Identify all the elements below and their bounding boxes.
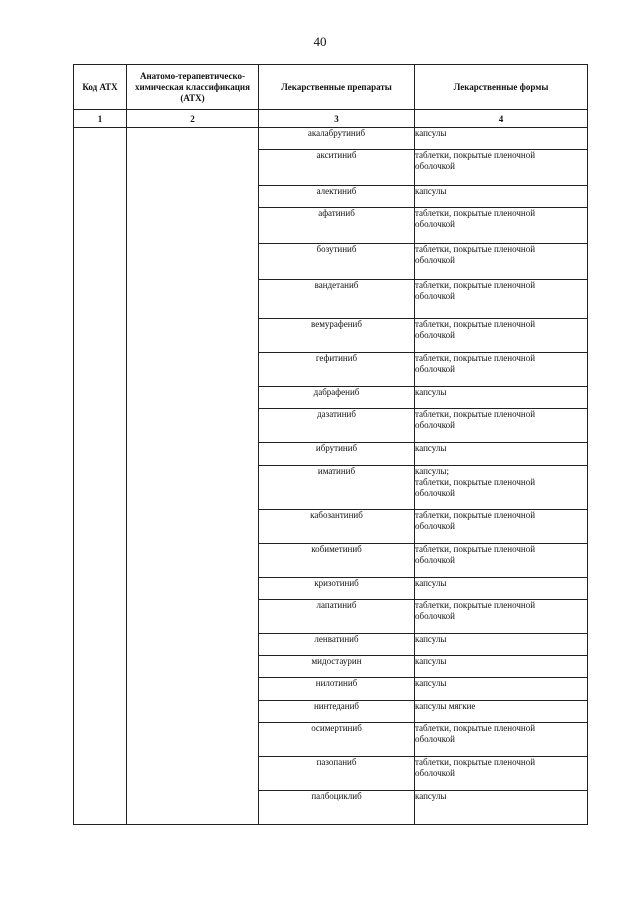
dosage-form: таблетки, покрытые пленочной оболочкой [415,757,588,791]
drug-name: акситиниб [259,150,415,186]
dosage-form: таблетки, покрытые пленочной оболочкой [415,510,588,544]
drug-name: ибрутиниб [259,443,415,466]
drug-table [73,64,588,825]
table-body [74,128,588,825]
atc-code-cell [74,128,127,825]
dosage-form: таблетки, покрытые пленочной оболочкой [415,723,588,757]
drug-name: кризотиниб [259,578,415,600]
dosage-form: капсулы [415,186,588,208]
dosage-form: капсулы [415,128,588,150]
dosage-form: капсулы [415,634,588,656]
page-number: 40 [313,34,327,49]
dosage-form: капсулы [415,443,588,466]
header-forms: Лекарственные формы [415,65,588,110]
drug-name: кобиметиниб [259,544,415,578]
dosage-form: таблетки, покрытые пленочной оболочкой [415,244,588,280]
dosage-form: капсулы [415,387,588,409]
dosage-form: капсулы мягкие [415,701,588,723]
drug-name: алектиниб [259,186,415,208]
drug-name: дазатиниб [259,409,415,443]
dosage-form: капсулы [415,656,588,678]
column-number-row [74,110,588,128]
drug-name: вемурафениб [259,319,415,353]
drug-name: пазопаниб [259,757,415,791]
classification-cell [127,128,259,825]
header-code: Код АТХ [74,65,127,110]
dosage-form: капсулы [415,578,588,600]
drug-name: ленватиниб [259,634,415,656]
drug-name: афатиниб [259,208,415,244]
dosage-form: капсулы [415,678,588,701]
dosage-form: капсулы [415,791,588,825]
drug-name: дабрафениб [259,387,415,409]
drug-name: иматиниб [259,466,415,510]
column-number: 3 [259,110,415,128]
column-number: 2 [127,110,259,128]
header-drugs: Лекарственные препараты [259,65,415,110]
drug-name: акалабрутиниб [259,128,415,150]
drug-name: мидостаурин [259,656,415,678]
column-number: 4 [415,110,588,128]
dosage-form: таблетки, покрытые пленочной оболочкой [415,150,588,186]
dosage-form: таблетки, покрытые пленочной оболочкой [415,208,588,244]
dosage-form: таблетки, покрытые пленочной оболочкой [415,353,588,387]
drug-name: гефитиниб [259,353,415,387]
header-row [74,65,588,110]
column-number: 1 [74,110,127,128]
table-row [74,128,588,150]
drug-name: вандетаниб [259,280,415,319]
drug-name: палбоциклиб [259,791,415,825]
drug-name: нилотиниб [259,678,415,701]
dosage-form: таблетки, покрытые пленочной оболочкой [415,544,588,578]
dosage-form: таблетки, покрытые пленочной оболочкой [415,319,588,353]
drug-name: нинтеданиб [259,701,415,723]
dosage-form: таблетки, покрытые пленочной оболочкой [415,600,588,634]
dosage-form: таблетки, покрытые пленочной оболочкой [415,280,588,319]
dosage-form: таблетки, покрытые пленочной оболочкой [415,409,588,443]
dosage-form: капсулы; таблетки, покрытые пленочной оболочкой [415,466,588,510]
drug-name: кабозантиниб [259,510,415,544]
header-classification: Анатомо-терапевтическо-химическая классификация (АТХ) [127,65,259,110]
drug-name: лапатиниб [259,600,415,634]
drug-name: осимертиниб [259,723,415,757]
drug-name: бозутиниб [259,244,415,280]
